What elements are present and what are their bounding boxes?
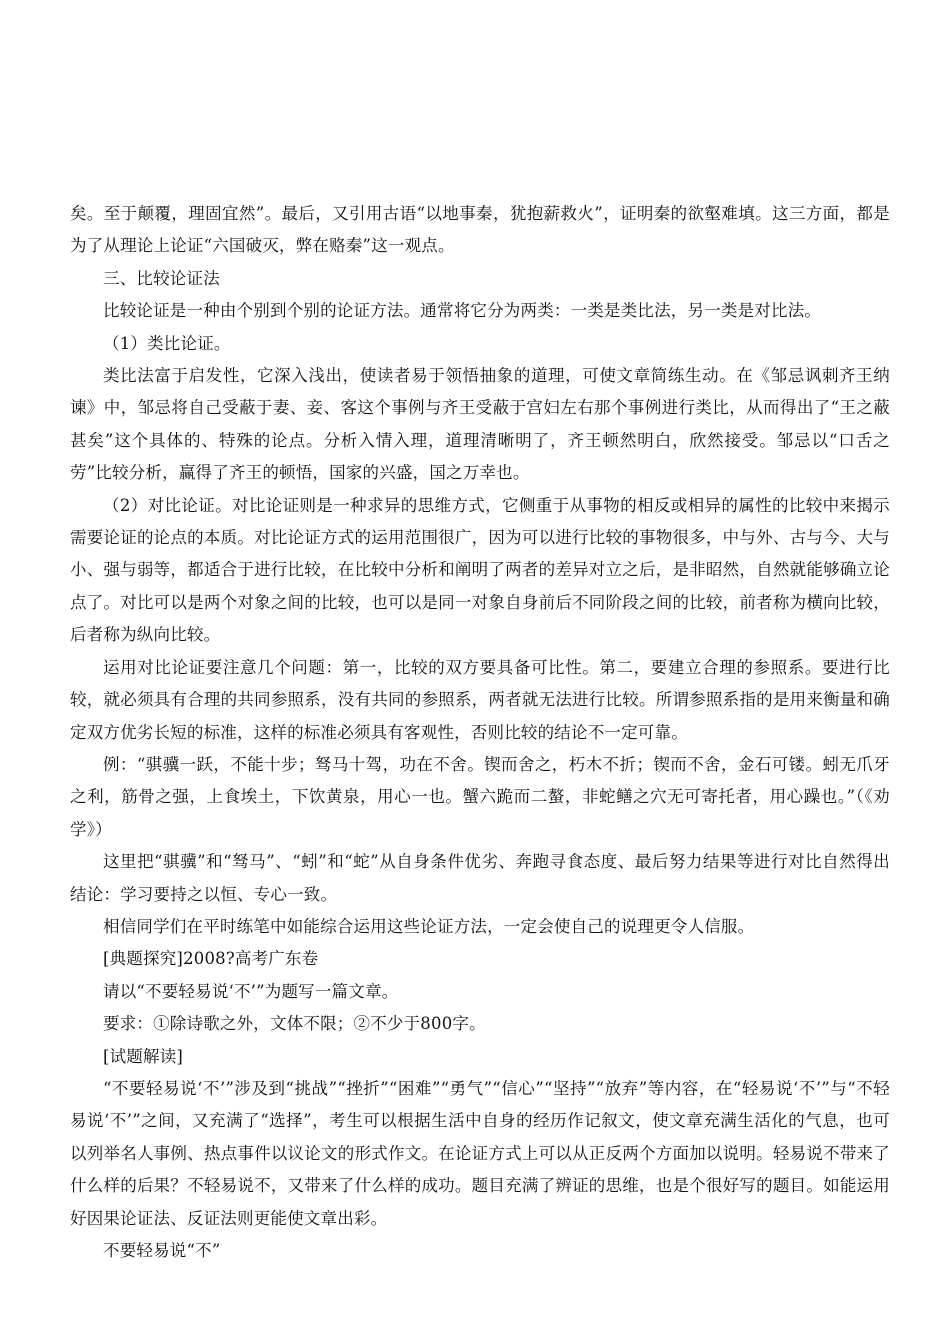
paragraph-example-analysis: 这里把“骐骥”和“驽马”、“蚓”和“蛇”从自身条件优劣、奔跑寻食态度、最后努力结果等进行对比自然得出结论：学习要持之以恒、专心一致。 xyxy=(70,852,890,904)
paragraph-encouragement: 相信同学们在平时练笔中如能综合运用这些论证方法，一定会使自己的说理更令人信服。 xyxy=(103,916,755,936)
paragraph-contrast: （2）对比论证。对比论证则是一种求异的思维方式，它侧重于从事物的相反或相异的属性的比较中来揭示需要论证的论点的本质。对比论证方式的运用范围很广，因为可以进行比较的事物很多，中与外、古与今、大与小、强与弱等，都适合于进行比较，在比较中分析和阐明了两者的差异对立之后，是非昭然，自然就能够确立论点了。对比可以是两个对象之间的比较，也可以是同一对象自身前后不同阶段之间的比较，前者称为横向比较，后者称为纵向比较。 xyxy=(70,495,890,645)
paragraph-essay-title: 不要轻易说“不” xyxy=(103,1241,221,1260)
document-body xyxy=(70,198,890,1267)
paragraph-analogy: 类比法富于启发性，它深入浅出，使读者易于领悟抽象的道理，可使文章简练生动。在《邹忌讽刺齐王纳谏》中，邹忌将自己受蔽于妻、妾、客这个事例与齐王受蔽于宫妇左右那个事例进行类比，从而得出了“王之蔽甚矣”这个具体的、特殊的论点。分析入情入理，道理清晰明了，齐王顿然明白，欣然接受。邹忌以“口舌之劳”比较分析，赢得了齐王的顿悟，国家的兴盛，国之万幸也。 xyxy=(70,366,890,483)
section-heading-comparison: 三、比较论证法 xyxy=(103,268,220,288)
paragraph-contrast-notes: 运用对比论证要注意几个问题：第一，比较的双方要具备可比性。第二，要建立合理的参照系。要进行比较，就必须具有合理的共同参照系，没有共同的参照系，两者就无法进行比较。所谓参照系指的是用来衡量和确定双方优劣长短的标准，这样的标准必须具有客观性，否则比较的结论不一定可靠。 xyxy=(70,657,890,742)
paragraph-exam-prompt: 请以“不要轻易说‘不’”为题写一篇文章。 xyxy=(103,981,399,1001)
paragraph-exam-source: [典题探究]2008?高考广东卷 xyxy=(103,949,319,969)
paragraph-comparison-intro: 比较论证是一种由个别到个别的论证方法。通常将它分为两类：一类是类比法，另一类是对比法。 xyxy=(103,301,822,321)
paragraph-liuguo-conclusion: 矣。至于颠覆，理固宜然”。最后，又引用古语“以地事秦，犹抱薪救火”，证明秦的欲壑难填。这三方面，都是为了从理论上论证“六国破灭，弊在赂秦”这一观点。 xyxy=(70,204,890,256)
paragraph-interpretation-heading: [试题解读] xyxy=(103,1046,184,1066)
paragraph-exam-requirements: 要求：①除诗歌之外，文体不限；②不少于800字。 xyxy=(103,1014,486,1034)
paragraph-interpretation: “不要轻易说‘不’”涉及到“挑战”“挫折”“困难”“勇气”“信心”“坚持”“放弃”等内容，在“轻易说‘不’”与“不轻易说‘不’”之间，又充满了“选择”，考生可以根据生活中自身的经历作记叙文，使文章充满生活化的气息，也可以列举名人事例、热点事件以议论文的形式作文。在论证方式上可以从正反两个方面加以说明。轻易说不带来了什么样的后果？不轻易说不，又带来了什么样的成功。题目充满了辨证的思维，也是个很好写的题目。如能运用好因果论证法、反证法则更能使文章出彩。 xyxy=(70,1078,890,1228)
subheading-analogy: （1）类比论证。 xyxy=(103,333,231,353)
paragraph-example-quanxue: 例：“骐骥一跃，不能十步；驽马十驾，功在不舍。锲而舍之，朽木不折；锲而不舍，金石可镂。蚓无爪牙之利，筋骨之强，上食埃土，下饮黄泉，用心一也。蟹六跪而二螯，非蛇鳝之穴无可寄托者，用心躁也。”（《劝学》） xyxy=(70,754,890,839)
